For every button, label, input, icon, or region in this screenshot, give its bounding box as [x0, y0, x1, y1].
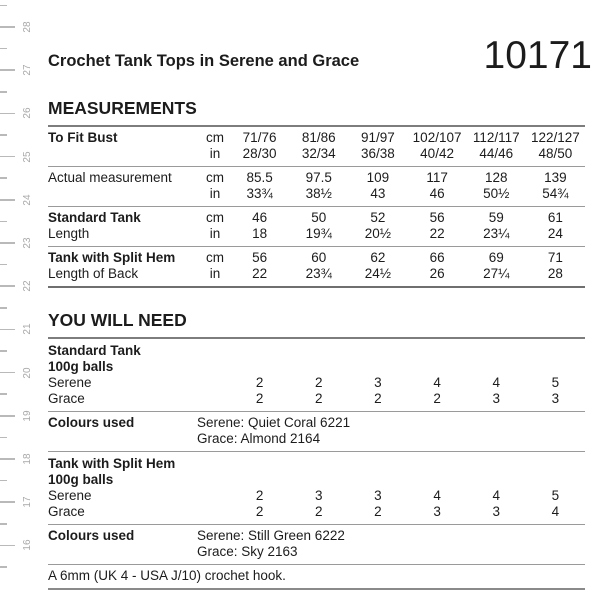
ball-count: 4 — [492, 488, 500, 503]
ruler-tick — [0, 242, 15, 244]
ball-count: 3 — [433, 504, 441, 519]
section-subtitle: 100g balls — [48, 359, 114, 374]
yarn-row — [48, 391, 585, 407]
section-title: Standard Tank — [48, 343, 141, 358]
ball-count: 4 — [433, 375, 441, 390]
row-label: Length — [48, 226, 90, 241]
table-line — [48, 226, 585, 242]
colour-line: Grace: Sky 2163 — [197, 544, 298, 559]
ruler-tick — [0, 48, 7, 50]
cell-value: 56 — [252, 250, 268, 265]
ball-count: 3 — [374, 488, 382, 503]
cell-value: 50 — [311, 210, 327, 225]
yarn-row — [48, 504, 585, 520]
section-title: Tank with Split Hem — [48, 456, 176, 471]
ruler-tick — [0, 177, 7, 179]
cell-value: 50½ — [483, 186, 510, 201]
cell-value: 71 — [547, 250, 563, 265]
unit-label: cm — [206, 210, 224, 225]
cell-value: 62 — [370, 250, 386, 265]
ruler-tick — [0, 566, 7, 568]
cell-value: 19¾ — [305, 226, 332, 241]
cell-value: 139 — [544, 170, 567, 185]
cell-value: 32/34 — [301, 146, 336, 161]
yarn-row — [48, 375, 585, 391]
cell-value: 28/30 — [242, 146, 277, 161]
table-line — [48, 170, 585, 186]
ball-count: 4 — [433, 488, 441, 503]
ball-count: 5 — [551, 488, 560, 503]
ruler-number: 25 — [22, 151, 33, 163]
ruler-tick — [0, 329, 15, 331]
ball-count: 2 — [374, 504, 382, 519]
cell-value: 43 — [370, 186, 386, 201]
ruler-tick — [0, 113, 15, 115]
section-standard-tank — [48, 339, 585, 412]
cell-value: 20½ — [364, 226, 392, 241]
ruler-number: 16 — [22, 539, 33, 551]
ball-count: 2 — [314, 375, 323, 390]
ruler-tick — [0, 221, 7, 223]
cell-value: 46 — [429, 186, 445, 201]
table-row-standard-tank — [48, 207, 585, 247]
cell-value: 28 — [547, 266, 563, 281]
cell-value: 27¼ — [483, 266, 510, 281]
ball-count: 3 — [314, 488, 323, 503]
cell-value: 91/97 — [361, 130, 395, 145]
ruler-number: 23 — [22, 237, 33, 249]
table-line — [48, 210, 585, 226]
page-title: Crochet Tank Tops in Serene and Grace — [48, 52, 360, 70]
header — [48, 0, 592, 77]
row-label: Tank with Split Hem — [48, 250, 176, 265]
colours-used-label: Colours used — [48, 528, 135, 543]
cell-value: 38½ — [305, 186, 332, 201]
ruler-number: 26 — [22, 107, 33, 119]
ruler-tick — [0, 523, 7, 525]
table-line — [48, 186, 585, 202]
colours-used-values — [197, 528, 585, 560]
cell-value: 97.5 — [305, 170, 332, 185]
cell-value: 109 — [366, 170, 390, 185]
ball-count: 2 — [314, 391, 323, 406]
colour-line: Grace: Almond 2164 — [197, 431, 321, 446]
hook-note: A 6mm (UK 4 - USA J/10) crochet hook. — [48, 565, 585, 590]
ruler-tick — [0, 480, 7, 482]
pattern-number: 10171 — [483, 34, 592, 77]
you-will-need-heading: YOU WILL NEED — [48, 310, 187, 330]
ball-count: 2 — [314, 504, 323, 519]
ruler-tick — [0, 458, 15, 460]
ruler-tick — [0, 91, 7, 93]
ruler-number: 18 — [22, 453, 33, 465]
cell-value: 102/107 — [412, 130, 462, 145]
row-label: Actual measurement — [48, 170, 172, 185]
measurements-heading: MEASUREMENTS — [48, 98, 197, 118]
row-label — [48, 146, 200, 162]
yarn-name: Serene — [48, 488, 92, 503]
section-subtitle: 100g balls — [48, 472, 114, 487]
ruler-number: 24 — [22, 194, 33, 206]
ruler-tick — [0, 350, 7, 352]
ruler-tick — [0, 307, 7, 309]
unit-label: in — [209, 266, 221, 281]
table-row-tank-split-hem — [48, 247, 585, 286]
cell-value: 24½ — [364, 266, 392, 281]
cell-value: 52 — [370, 210, 386, 225]
cell-value: 26 — [429, 266, 445, 281]
cell-value: 22 — [429, 226, 445, 241]
ruler-tick — [0, 264, 7, 266]
ball-count: 4 — [492, 375, 500, 390]
ruler-tick — [0, 5, 7, 7]
cell-value: 40/42 — [420, 146, 454, 161]
ruler-number: 19 — [22, 410, 33, 422]
ruler-number: 22 — [22, 280, 33, 292]
ball-count: 3 — [492, 504, 500, 519]
ball-count: 2 — [255, 375, 264, 390]
measurements-table — [48, 125, 585, 288]
cell-value: 60 — [311, 250, 327, 265]
cell-value: 22 — [252, 266, 268, 281]
cell-value: 46 — [252, 210, 268, 225]
ruler-tick — [0, 501, 15, 503]
cell-value: 66 — [429, 250, 445, 265]
ruler-number: 20 — [22, 367, 33, 379]
ball-count: 2 — [433, 391, 441, 406]
ball-count: 2 — [255, 391, 264, 406]
you-will-need-table — [48, 337, 585, 590]
ruler-tick — [0, 156, 15, 158]
row-label — [48, 186, 200, 202]
cell-value: 85.5 — [246, 170, 273, 185]
cell-value: 18 — [252, 226, 268, 241]
ruler-tick — [0, 134, 7, 136]
yarn-name: Grace — [48, 504, 85, 519]
unit-label: in — [209, 226, 221, 241]
table-line — [48, 146, 585, 162]
cell-value: 69 — [488, 250, 504, 265]
cell-value: 56 — [429, 210, 445, 225]
colours-used-standard-tank — [48, 412, 585, 452]
table-row-actual-measurement — [48, 167, 585, 207]
yarn-name: Serene — [48, 375, 92, 390]
row-label: Length of Back — [48, 266, 139, 281]
colours-used-label: Colours used — [48, 415, 135, 430]
cell-value: 48/50 — [538, 146, 573, 161]
cell-value: 61 — [547, 210, 563, 225]
row-label: To Fit Bust — [48, 130, 118, 145]
colours-used-values — [197, 415, 585, 447]
content-column — [48, 0, 592, 590]
ball-count: 2 — [374, 391, 382, 406]
cell-value: 36/38 — [361, 146, 395, 161]
ruler-tick — [0, 372, 15, 374]
unit-label: cm — [206, 130, 224, 145]
cm-ruler — [0, 0, 46, 600]
cell-value: 44/46 — [479, 146, 514, 161]
ruler-tick — [0, 69, 15, 71]
cell-value: 81/86 — [301, 130, 336, 145]
table-line — [48, 250, 585, 266]
colour-line: Serene: Still Green 6222 — [197, 528, 345, 543]
ruler-tick — [0, 415, 15, 417]
ruler-number: 17 — [22, 496, 33, 508]
ruler-tick — [0, 26, 15, 28]
cell-value: 54¾ — [542, 186, 569, 201]
cell-value: 23¼ — [483, 226, 510, 241]
ball-count: 3 — [374, 375, 382, 390]
ball-count: 5 — [551, 375, 560, 390]
unit-label: cm — [206, 170, 224, 185]
unit-label: in — [209, 146, 221, 161]
table-line — [48, 266, 585, 282]
ruler-number: 27 — [22, 64, 33, 76]
ruler-tick — [0, 285, 15, 287]
unit-label: cm — [206, 250, 224, 265]
cell-value: 59 — [488, 210, 504, 225]
ruler-number: 21 — [22, 323, 33, 335]
unit-label: in — [209, 186, 221, 201]
ruler-tick — [0, 393, 7, 395]
cell-value: 24 — [547, 226, 563, 241]
cell-value: 33¾ — [246, 186, 273, 201]
cell-value: 128 — [484, 170, 508, 185]
table-line — [48, 130, 585, 146]
ball-count: 2 — [255, 488, 264, 503]
colours-used-tank-split-hem — [48, 525, 585, 565]
ruler-tick — [0, 199, 15, 201]
cell-value: 71/76 — [242, 130, 277, 145]
ball-count: 3 — [492, 391, 500, 406]
ball-count: 2 — [255, 504, 264, 519]
ruler-tick — [0, 545, 15, 547]
cell-value: 122/127 — [531, 130, 580, 145]
ruler-number: 28 — [22, 21, 33, 33]
ball-count: 3 — [551, 391, 560, 406]
cell-value: 112/117 — [472, 130, 520, 145]
section-tank-split-hem — [48, 452, 585, 525]
cell-value: 117 — [426, 170, 448, 185]
cell-value: 23¾ — [305, 266, 332, 281]
ball-count: 4 — [551, 504, 560, 519]
colour-line: Serene: Quiet Coral 6221 — [197, 415, 351, 430]
table-row-to-fit-bust — [48, 127, 585, 167]
row-label: Standard Tank — [48, 210, 141, 225]
yarn-name: Grace — [48, 391, 85, 406]
yarn-row — [48, 488, 585, 504]
ruler-tick — [0, 437, 7, 439]
